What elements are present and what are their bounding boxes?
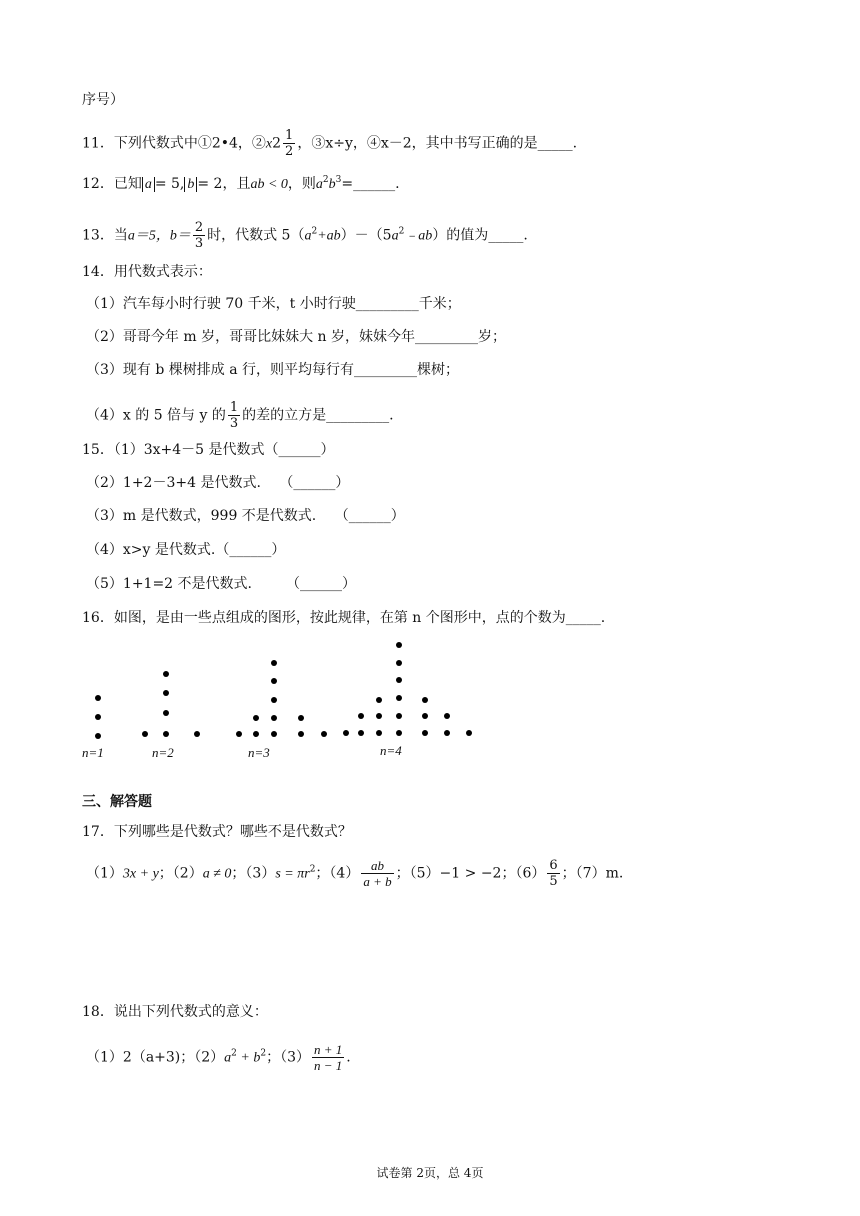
dot bbox=[321, 731, 327, 737]
q13-b-eq: b＝ bbox=[169, 228, 191, 244]
question-12 bbox=[82, 174, 400, 195]
question-16 bbox=[82, 608, 605, 628]
q13-text-b: 时，代数式 5（ bbox=[207, 227, 305, 244]
q17-expr-6-fraction bbox=[547, 858, 559, 889]
q18-expr-3-fraction bbox=[312, 1042, 344, 1073]
dot bbox=[163, 690, 169, 696]
dot bbox=[163, 710, 169, 716]
dot bbox=[271, 715, 277, 721]
dot bbox=[253, 731, 259, 737]
dot bbox=[444, 713, 450, 719]
dot bbox=[376, 713, 382, 719]
q17-e4-den: a + b bbox=[363, 874, 392, 889]
q12-sup3: 3 bbox=[335, 175, 342, 185]
q14-part-3 bbox=[86, 360, 459, 380]
q14-part-1-unit: 千米； bbox=[418, 296, 461, 312]
dot bbox=[95, 733, 101, 739]
q14-part-3-text: （3）现有 b 棵树排成 a 行，则平均每行有 bbox=[86, 362, 355, 378]
q18-e2b: + b bbox=[236, 1050, 261, 1066]
dot bbox=[396, 677, 402, 683]
q18-e2-sup2: 2 bbox=[260, 1048, 267, 1059]
q13-text-c: ）－（5 bbox=[340, 227, 392, 244]
q17-p1: （1） bbox=[86, 865, 123, 882]
q15-item-1-blank[interactable]: （______） bbox=[264, 442, 335, 458]
q16-number: 16． bbox=[82, 610, 114, 626]
q16-end: . bbox=[600, 610, 606, 626]
q13-a5: a＝5， bbox=[127, 228, 170, 244]
q13-end: . bbox=[523, 227, 528, 244]
q14-part-2-text: （2）哥哥今年 m 岁，哥哥比妹妹大 n 岁，妹妹今年 bbox=[86, 329, 415, 345]
q11-frac-den: 2 bbox=[285, 144, 294, 159]
q13-frac-num: 2 bbox=[194, 220, 204, 235]
q11-blank[interactable]: _____ bbox=[537, 135, 573, 152]
dot bbox=[236, 731, 242, 737]
q18-p1: （1）2（a+3)；（2） bbox=[86, 1049, 225, 1066]
q15-item-3-blank[interactable]: （______） bbox=[334, 508, 405, 524]
q17-expr-1: 3x + y bbox=[122, 866, 159, 882]
q13-text-a: 当 bbox=[113, 227, 128, 244]
q17-expr-5: −1 > −2 bbox=[439, 865, 502, 882]
dot bbox=[343, 730, 349, 736]
question-14 bbox=[82, 262, 212, 282]
q11-end: . bbox=[572, 135, 578, 152]
dot bbox=[358, 730, 364, 736]
q14-part-1-blank[interactable]: _________ bbox=[355, 296, 419, 312]
dot bbox=[271, 731, 277, 737]
q13-sup: 2 bbox=[311, 226, 318, 237]
figure-label-n4: n=4 bbox=[380, 743, 402, 758]
q14-number: 14． bbox=[82, 264, 114, 280]
q14-part-4-text-a: （4）x 的 5 倍与 y 的 bbox=[86, 407, 226, 424]
dot bbox=[194, 731, 200, 737]
q15-number: 15． bbox=[82, 442, 114, 458]
q12-abs-b: b bbox=[184, 177, 197, 192]
dot bbox=[271, 697, 277, 703]
page-footer: 试卷第 2页，总 4页 bbox=[376, 1166, 484, 1180]
q17-number: 17． bbox=[82, 824, 114, 840]
q15-item-3 bbox=[86, 506, 405, 526]
q18-e3-num: n + 1 bbox=[314, 1042, 343, 1057]
q14-part-1-text: （1）汽车每小时行驶 70 千米，t 小时行驶 bbox=[86, 296, 356, 312]
q17-expr-3-sup: 2 bbox=[309, 864, 316, 875]
q12-text-b: ，且 bbox=[222, 176, 251, 192]
q15-item-4 bbox=[86, 540, 285, 560]
dot bbox=[298, 731, 304, 737]
dot bbox=[396, 642, 402, 648]
dot bbox=[376, 730, 382, 736]
q15-item-1 bbox=[82, 440, 335, 460]
q14-part-3-unit: 棵树； bbox=[417, 362, 460, 378]
q11-text-a: 下列代数式中①2•4，② bbox=[113, 135, 266, 152]
q12-eq2: = 2 bbox=[197, 176, 223, 192]
q12-abs-a: a bbox=[142, 177, 155, 192]
q13-fraction bbox=[193, 220, 205, 251]
q13-expr2: a bbox=[391, 228, 399, 244]
q18-options bbox=[86, 1042, 351, 1073]
q13-expr1: a bbox=[304, 228, 312, 244]
dot bbox=[298, 715, 304, 721]
q11-text-b: ，③x÷y，④x－2，其中书写正确的是 bbox=[297, 135, 538, 152]
q12-text-a: 已知 bbox=[113, 176, 142, 192]
figure-label-n3: n=3 bbox=[248, 745, 270, 760]
q16-text: 如图，是由一些点组成的图形，按此规律，在第 n 个图形中，点的个数为 bbox=[113, 610, 566, 626]
q14-part-4 bbox=[86, 400, 394, 431]
q11-number: 11． bbox=[82, 135, 114, 152]
dot bbox=[271, 660, 277, 666]
q12-tail[interactable]: =______. bbox=[341, 176, 400, 192]
q13-expr1b: +ab bbox=[317, 228, 341, 244]
question-13 bbox=[82, 220, 528, 251]
q17-e6-den: 5 bbox=[549, 874, 558, 889]
q15-item-3-text: （3）m 是代数式，999 不是代数式. bbox=[86, 508, 321, 524]
q16-blank[interactable]: _____ bbox=[565, 610, 601, 626]
dot bbox=[376, 697, 382, 703]
q14-part-4-fraction bbox=[228, 400, 240, 431]
q18-p3: ；（3） bbox=[266, 1049, 311, 1066]
dot bbox=[396, 730, 402, 736]
q17-p2: ；（2） bbox=[158, 865, 203, 882]
q12-sup2: 2 bbox=[322, 175, 329, 185]
dot bbox=[253, 715, 259, 721]
dot bbox=[142, 731, 148, 737]
dot bbox=[422, 713, 428, 719]
q17-expr-3: s = πr bbox=[275, 866, 310, 882]
q14-part-2-unit: 岁； bbox=[478, 329, 506, 345]
dot bbox=[271, 678, 277, 684]
q17-e6-num: 6 bbox=[549, 858, 558, 873]
dot bbox=[163, 671, 169, 677]
q12-text-c: ，则 bbox=[287, 176, 316, 192]
q12-condition: ab < 0 bbox=[250, 177, 288, 192]
question-18 bbox=[82, 1002, 268, 1022]
q14-part-2 bbox=[86, 327, 506, 347]
q18-e3-den: n − 1 bbox=[314, 1058, 343, 1073]
dot bbox=[396, 695, 402, 701]
q11-two: 2 bbox=[272, 135, 282, 152]
dot bbox=[358, 713, 364, 719]
q15-item-2-text: （2）1+2－3+4 是代数式. bbox=[86, 475, 266, 491]
q15-item-5-text: （5）1+1=2 不是代数式. bbox=[86, 576, 252, 592]
q15-item-1-text: （1）3x+4－5 是代数式 bbox=[113, 442, 265, 458]
dot bbox=[422, 730, 428, 736]
q18-e2-sup1: 2 bbox=[231, 1048, 237, 1059]
q14-part-4-blank[interactable]: _________ bbox=[326, 407, 390, 424]
q17-expr-4-fraction bbox=[361, 858, 393, 889]
q15-item-4-text: （4）x>y 是代数式. bbox=[86, 542, 216, 558]
q14-title: 用代数式表示： bbox=[113, 264, 212, 280]
q17-p6: ；（6） bbox=[501, 865, 546, 882]
q18-number: 18． bbox=[82, 1004, 114, 1020]
q11-fraction bbox=[283, 128, 295, 159]
q17-e4-num: ab bbox=[361, 858, 393, 874]
q18-end: . bbox=[346, 1049, 351, 1066]
q17-p3: ；（3） bbox=[231, 865, 276, 882]
dot bbox=[396, 713, 402, 719]
section-heading: 三、解答题 bbox=[82, 794, 152, 810]
q12-expr-b: b bbox=[328, 177, 336, 192]
q15-item-2-blank[interactable]: （______） bbox=[279, 475, 350, 491]
dot bbox=[95, 714, 101, 720]
q17-expr-2: a ≠ 0 bbox=[202, 866, 232, 882]
q18-e2a: a bbox=[224, 1050, 232, 1066]
question-17 bbox=[82, 822, 352, 842]
q15-item-4-blank[interactable]: （______） bbox=[215, 542, 286, 558]
q13-frac-den: 3 bbox=[194, 236, 204, 251]
figure-label-n2: n=2 bbox=[152, 745, 174, 760]
q14-part-1 bbox=[86, 294, 461, 314]
q14-part-3-blank[interactable]: _________ bbox=[354, 362, 418, 378]
dot bbox=[422, 697, 428, 703]
q17-p4: ；（4） bbox=[315, 865, 360, 882]
figure-label-n1: n=1 bbox=[82, 745, 104, 760]
q13-number: 13． bbox=[82, 227, 114, 244]
q14-part-4-end: . bbox=[389, 407, 394, 424]
q13-expr2b: ﹣ab bbox=[404, 228, 433, 244]
q14-frac-num: 1 bbox=[229, 400, 239, 415]
q18-text: 说出下列代数式的意义： bbox=[113, 1004, 268, 1020]
q11-frac-num: 1 bbox=[285, 128, 294, 143]
q15-item-5 bbox=[86, 574, 356, 594]
q11-x: x bbox=[265, 136, 273, 152]
q15-item-2 bbox=[86, 473, 349, 493]
q12-expr-a: a bbox=[315, 177, 323, 192]
dot bbox=[444, 730, 450, 736]
dot bbox=[163, 731, 169, 737]
q17-p7: ；（7）m. bbox=[561, 865, 624, 882]
q17-options bbox=[86, 858, 623, 889]
q13-text-d: ）的值为 bbox=[432, 227, 489, 244]
dot bbox=[396, 660, 402, 666]
q14-part-4-text-b: 的差的立方是 bbox=[242, 407, 327, 424]
q14-part-2-blank[interactable]: _________ bbox=[415, 329, 478, 345]
q12-eq5: = 5, bbox=[154, 176, 185, 192]
question-11 bbox=[82, 128, 577, 159]
continued-text: 序号） bbox=[82, 92, 124, 108]
q17-text: 下列哪些是代数式？哪些不是代数式？ bbox=[113, 824, 352, 840]
q13-blank[interactable]: _____ bbox=[488, 227, 524, 244]
q13-sup2: 2 bbox=[398, 226, 405, 237]
q17-p5: ；（5） bbox=[395, 865, 440, 882]
q14-frac-den: 3 bbox=[229, 416, 239, 431]
q12-number: 12． bbox=[82, 176, 114, 192]
dot bbox=[95, 695, 101, 701]
q15-item-5-blank[interactable]: （______） bbox=[286, 576, 356, 592]
dot bbox=[466, 730, 472, 736]
